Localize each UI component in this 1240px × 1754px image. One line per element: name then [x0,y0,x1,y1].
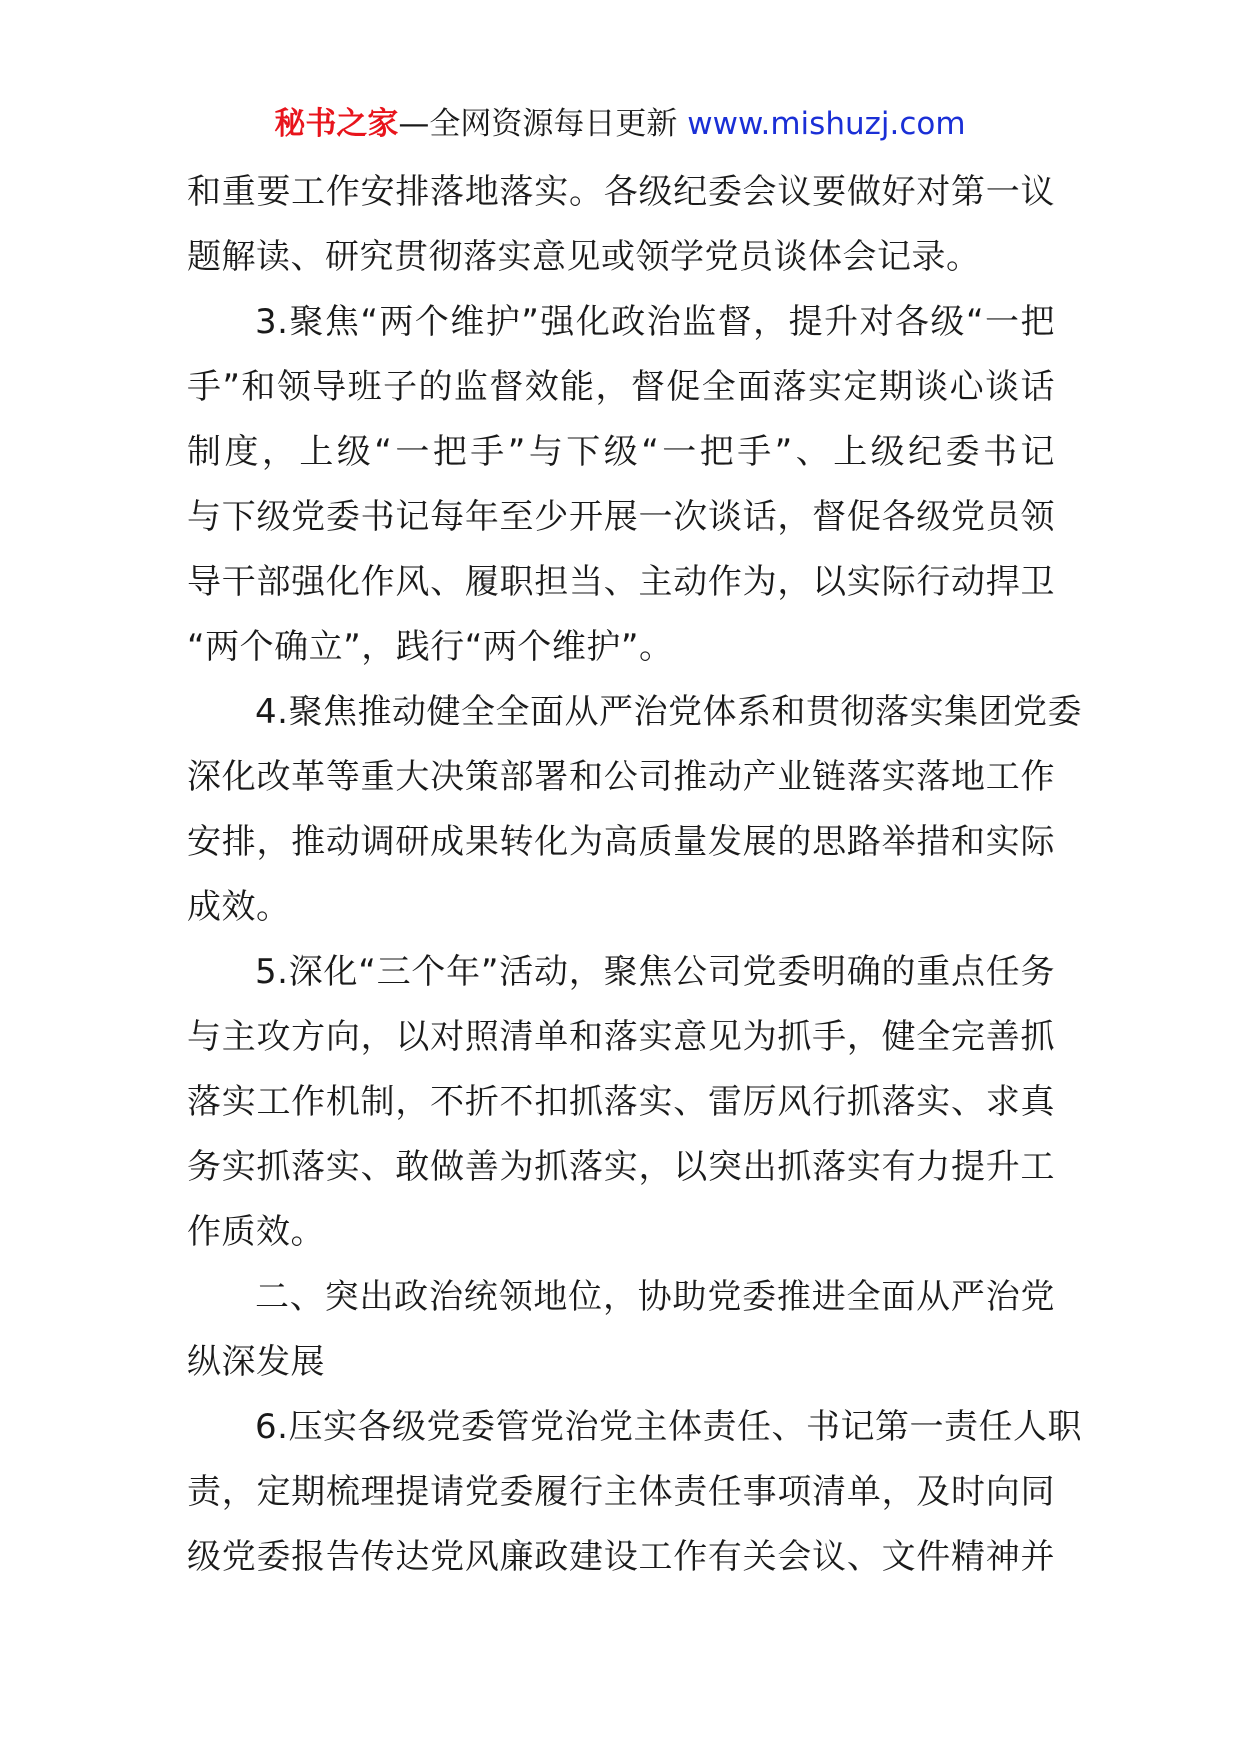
page-header [0,100,1240,148]
brand-name: 秘书之家 [274,106,399,142]
text-line: 安排，推动调研成果转化为高质量发展的思路举措和实际 [187,822,1055,862]
text-line: 务实抓落实、敢做善为抓落实，以突出抓落实有力提升工 [187,1147,1055,1187]
text-line: 4.聚焦推动健全全面从严治党体系和贯彻落实集团党委 [255,692,1082,732]
text-line: 导干部强化作风、履职担当、主动作为，以实际行动捍卫 [187,562,1055,602]
text-line: 5.深化“三个年”活动，聚焦公司党委明确的重点任务 [255,952,1055,992]
text-line: 和重要工作安排落地落实。各级纪委会议要做好对第一议 [187,172,1055,212]
text-line: 落实工作机制，不折不扣抓落实、雷厉风行抓落实、求真 [187,1082,1055,1122]
document-body [187,160,1082,1590]
text-line: 与下级党委书记每年至少开展一次谈话，督促各级党员领 [187,497,1055,537]
text-line: 6.压实各级党委管党治党主体责任、书记第一责任人职 [255,1407,1082,1447]
website-link[interactable]: www.mishuzj.com [687,106,966,142]
text-line: 制度，上级“一把手”与下级“一把手”、上级纪委书记 [187,432,1055,472]
header-slogan: —全网资源每日更新 [398,106,688,142]
text-line: 成效。 [187,887,291,927]
text-line: 级党委报告传达党风廉政建设工作有关会议、文件精神并 [187,1537,1055,1577]
text-line: 手”和领导班子的监督效能，督促全面落实定期谈心谈话 [187,367,1055,407]
text-line: 与主攻方向，以对照清单和落实意见为抓手，健全完善抓 [187,1017,1055,1057]
text-line: 题解读、研究贯彻落实意见或领学党员谈体会记录。 [187,237,981,277]
text-line: “两个确立”，践行“两个维护”。 [187,627,674,667]
section-heading: 纵深发展 [187,1342,325,1382]
text-line: 3.聚焦“两个维护”强化政治监督，提升对各级“一把 [255,302,1055,342]
text-line: 责，定期梳理提请党委履行主体责任事项清单，及时向同 [187,1472,1055,1512]
text-line: 作质效。 [187,1212,325,1252]
section-heading: 二、突出政治统领地位，协助党委推进全面从严治党 [255,1277,1055,1317]
text-line: 深化改革等重大决策部署和公司推动产业链落实落地工作 [187,757,1055,797]
